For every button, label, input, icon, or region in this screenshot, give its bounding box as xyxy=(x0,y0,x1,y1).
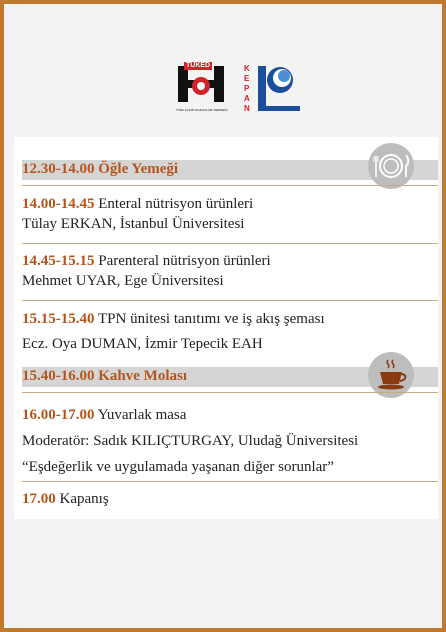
divider xyxy=(22,185,438,186)
session-speaker: Mehmet UYAR, Ege Üniversitesi xyxy=(22,273,224,289)
session-time: 15.15-15.40 xyxy=(22,311,95,327)
session-quote: “Eşdeğerlik ve uygulamada yaşanan diğer sorunlar” xyxy=(22,459,334,475)
session-speaker: Ecz. Oya DUMAN, İzmir Tepecik EAH xyxy=(22,336,263,352)
schedule-panel xyxy=(14,137,438,519)
session-moderator: Moderatör: Sadık KILIÇTURGAY, Uludağ Üniversitesi xyxy=(22,433,359,449)
session-title: TPN ünitesi tanıtımı ve iş akış şeması xyxy=(97,311,325,327)
session-title: Parenteral nütrisyon ürünleri xyxy=(98,253,271,269)
divider xyxy=(22,481,438,482)
session-tpn xyxy=(14,307,438,357)
session-time: 14.00-14.45 xyxy=(22,196,95,212)
tuked-logo xyxy=(176,62,234,116)
session-time: 16.00-17.00 xyxy=(22,407,95,423)
lunch-header xyxy=(22,161,178,178)
kepan-logo-text: KEPAN xyxy=(244,64,250,113)
session-title: Kapanış xyxy=(59,491,109,507)
session-parenteral xyxy=(14,251,438,291)
session-closing xyxy=(14,489,438,509)
session-title: Yuvarlak masa xyxy=(97,407,187,423)
lunch-time: 12.30-14.00 xyxy=(22,161,95,177)
kepan-logo xyxy=(242,62,304,116)
session-time: 17.00 xyxy=(22,491,56,507)
divider xyxy=(22,243,438,244)
session-title: Enteral nütrisyon ürünleri xyxy=(98,196,254,212)
plate-cutlery-icon xyxy=(368,143,414,189)
coffee-time: 15.40-16.00 xyxy=(22,368,95,384)
divider xyxy=(22,392,438,393)
logo-bar xyxy=(4,60,442,120)
session-time: 14.45-15.15 xyxy=(22,253,95,269)
session-round-table xyxy=(14,402,438,480)
lunch-title: Öğle Yemeği xyxy=(98,161,179,177)
session-speaker: Tülay ERKAN, İstanbul Üniversitesi xyxy=(22,216,245,232)
session-enteral xyxy=(14,194,438,234)
tuked-logo-text: TÜKED xyxy=(186,62,211,69)
coffee-header xyxy=(22,368,187,385)
coffee-title: Kahve Molası xyxy=(98,368,187,384)
tuked-logo-subtext: TÜRK KLİNİK ECZACILARI DERNEĞİ xyxy=(176,108,228,112)
divider xyxy=(22,300,438,301)
